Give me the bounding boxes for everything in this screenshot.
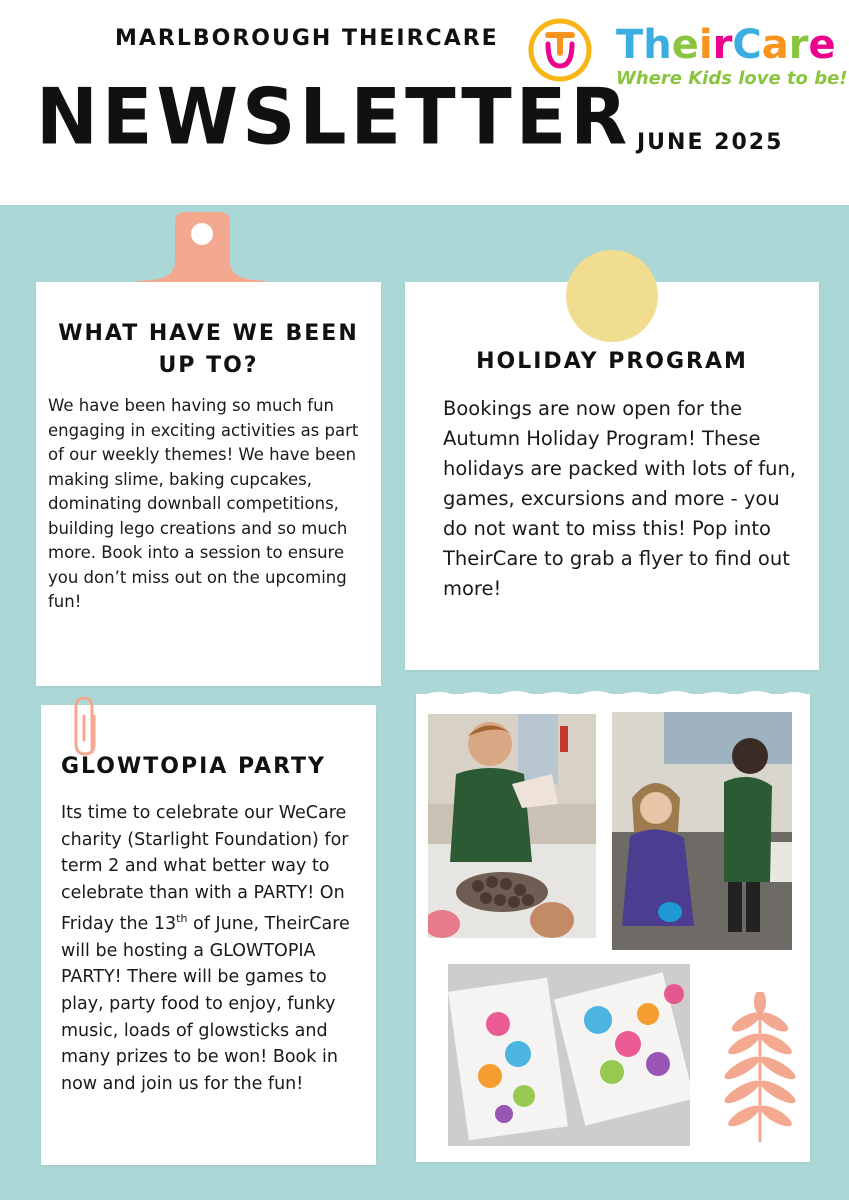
section-title-up-to: WHAT HAVE WE BEEN UP TO? — [58, 321, 359, 378]
card-glowtopia-party — [41, 705, 376, 1165]
torn-edge-decoration — [416, 686, 810, 700]
logo-letter: r — [788, 22, 809, 68]
masthead-title: NEWSLETTER — [36, 72, 632, 163]
photo-girls-painting — [612, 712, 792, 950]
glow-body-superscript: th — [176, 912, 188, 926]
logo-letter: i — [698, 22, 713, 68]
photo-boy-baking — [428, 714, 596, 938]
logo-letter: a — [761, 22, 789, 68]
section-body-glowtopia — [61, 800, 361, 1097]
glow-body-part-1: Its time to celebrate our WeCare charity (Starlight Foundation) for term 2 and what better way to celebrate than with a PARTY! On Friday the 13 — [61, 803, 349, 935]
logo-letter: e — [671, 22, 699, 68]
sun-dot-decoration — [566, 250, 658, 342]
centre-name: MARLBOROUGH THEIRCARE — [115, 26, 499, 51]
logo-letter: C — [732, 22, 762, 68]
section-body-holiday: Bookings are now open for the Autumn Holiday Program! These holidays are packed with lots of fun, games, excursions and more - you do not want to miss this! Pop into TheirCare to grab a flyer to find out more! — [443, 397, 796, 600]
logo-letter: r — [712, 22, 733, 68]
leaf-sprig-decoration — [722, 992, 798, 1142]
newsletter-header — [0, 0, 849, 205]
issue-date: JUNE 2025 — [637, 130, 784, 155]
section-title-holiday: HOLIDAY PROGRAM — [476, 349, 748, 374]
section-title-glowtopia: GLOWTOPIA PARTY — [61, 754, 326, 779]
smiley-tc-icon — [528, 18, 592, 82]
paperclip-icon — [70, 694, 106, 758]
logo-letter: e — [808, 22, 836, 68]
glow-body-part-2: of June, TheirCare will be hosting a GLOWTOPIA PARTY! There will be games to play, party food to enjoy, funky music, loads of glowsticks and many prizes to be won! Book in now and join us for the fun! — [61, 914, 350, 1094]
logo-wordmark — [616, 22, 836, 68]
photo-handprint-art — [448, 964, 690, 1146]
logo-letter: h — [643, 22, 672, 68]
card-what-have-we-been-up-to — [36, 282, 381, 686]
logo-letter: T — [616, 22, 644, 68]
logo-tagline: Where Kids love to be! — [616, 68, 848, 89]
section-body-up-to: We have been having so much fun engaging in exciting activities as part of our weekly themes! We have been making slime, baking cupcakes, dominating downball competitions, building lego creations and so much more. Book into a session to ensure you don’t miss out on the upcoming fun! — [48, 396, 359, 611]
